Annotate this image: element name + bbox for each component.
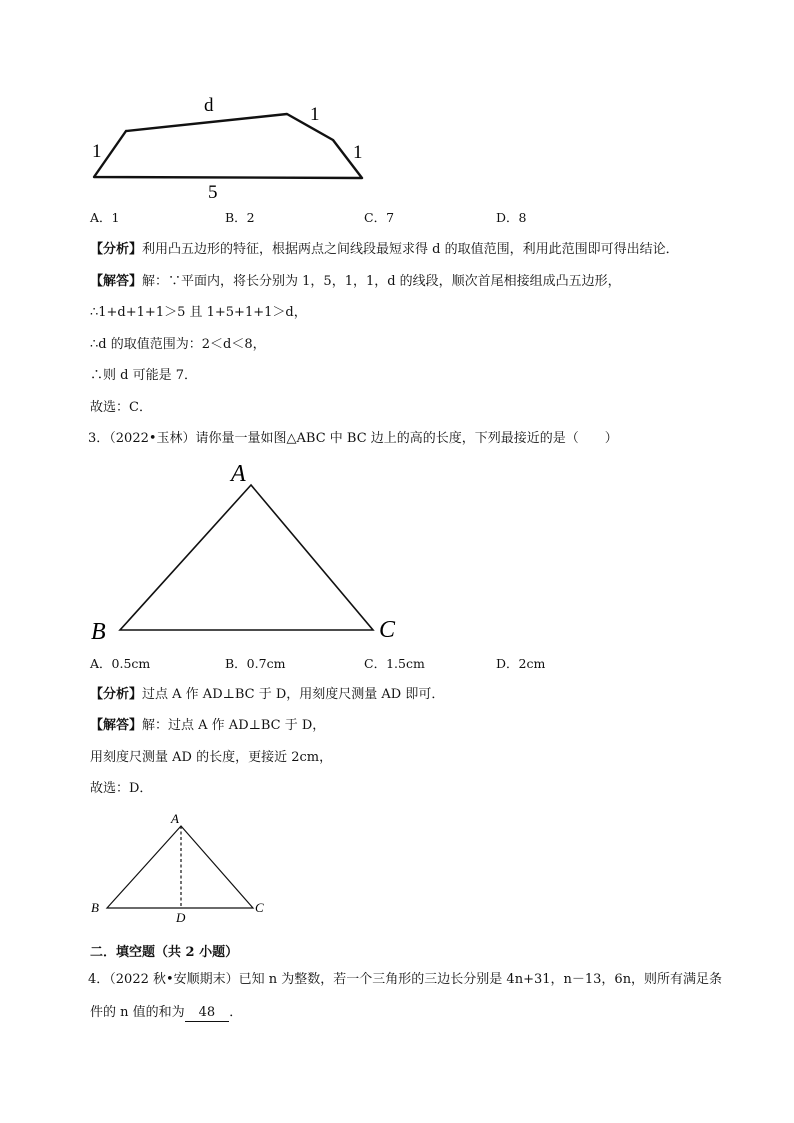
q4-question-cont <box>90 1004 242 1022</box>
label-left: 1 <box>92 141 102 162</box>
q2-analysis <box>90 241 679 259</box>
label-top-right: 1 <box>310 104 320 125</box>
choice-line: 故选：D． <box>90 781 153 796</box>
q4-question: 4．（2022 秋•安顺期末）已知 n 为整数，若一个三角形的三边长分别是 4n+31，n－13，6n，则所有满足条 <box>88 972 723 987</box>
q2-option-c[interactable]: C．7 <box>364 210 395 225</box>
solution-line: ∴则 d 可能是 7． <box>90 368 197 383</box>
q3-question: 3．（2022•玉林）请你量一量如图△ABC 中 BC 边上的高的长度，下列最接近的是（ ） <box>88 431 618 446</box>
vertex-label-b: B <box>91 619 106 645</box>
vertex-label-c: C <box>255 900 264 915</box>
solution-line: ∴d 的取值范围为：2＜d＜8， <box>90 337 266 352</box>
triangle-altitude-figure <box>85 808 275 923</box>
q2-option-b[interactable]: B．2 <box>225 210 255 225</box>
q2-option-a[interactable]: A．1 <box>90 210 120 225</box>
q3-solution <box>90 717 325 735</box>
vertex-label-a: A <box>231 461 246 487</box>
q2-solution <box>90 273 621 291</box>
solution-tag: 【解答】 <box>90 718 143 733</box>
q4-prefix: 件的 n 值的和为 <box>90 1005 185 1020</box>
label-right: 1 <box>353 142 363 163</box>
triangle-shape <box>120 485 373 630</box>
solution-line: 用刻度尺测量 AD 的长度，更接近 2cm， <box>90 750 333 765</box>
q4-answer-blank[interactable]: 48 <box>185 1005 230 1022</box>
q2-options <box>90 208 690 226</box>
q3-option-d[interactable]: D．2cm <box>496 656 546 671</box>
section-title: 二．填空题（共 2 小题） <box>90 945 239 960</box>
pentagon-figure <box>80 88 380 203</box>
pentagon-shape <box>94 114 362 178</box>
foot-label-d: D <box>176 910 186 923</box>
solution-line: ∴1+d+1+1＞5 且 1+5+1+1＞d， <box>90 305 307 320</box>
solution-line: 解：过点 A 作 AD⊥BC 于 D， <box>142 718 326 733</box>
q3-option-a[interactable]: A．0.5cm <box>90 656 151 671</box>
label-d: d <box>204 95 214 116</box>
q3-option-b[interactable]: B．0.7cm <box>225 656 286 671</box>
analysis-text: 过点 A 作 AD⊥BC 于 D，用刻度尺测量 AD 即可． <box>142 687 445 702</box>
solution-tag: 【解答】 <box>90 274 143 289</box>
q3-analysis <box>90 686 444 704</box>
solution-line: 解：∵平面内，将长分别为 1，5，1，1，d 的线段，顺次首尾相接组成凸五边形， <box>142 274 621 289</box>
analysis-text: 利用凸五边形的特征，根据两点之间线段最短求得 d 的取值范围，利用此范围即可得出结论． <box>142 242 679 257</box>
q4-suffix: ． <box>229 1005 243 1020</box>
triangle-abc-figure <box>85 455 415 645</box>
vertex-label-a: A <box>171 811 179 826</box>
q3-option-c[interactable]: C．1.5cm <box>364 656 425 671</box>
choice-line: 故选：C． <box>90 400 152 415</box>
analysis-tag: 【分析】 <box>90 242 143 257</box>
analysis-tag: 【分析】 <box>90 687 143 702</box>
vertex-label-b: B <box>91 900 99 915</box>
triangle-shape <box>107 826 253 908</box>
label-bottom: 5 <box>208 182 218 203</box>
vertex-label-c: C <box>379 617 396 643</box>
q3-options <box>90 654 690 672</box>
q2-option-d[interactable]: D．8 <box>496 210 527 225</box>
